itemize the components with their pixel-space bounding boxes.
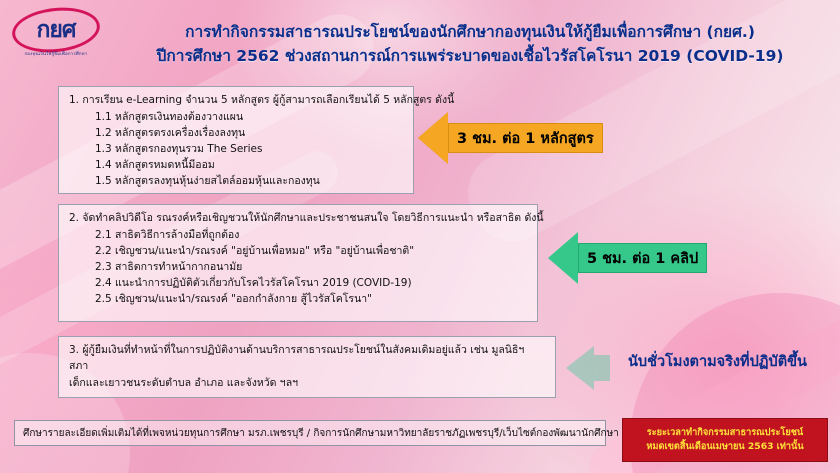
section-3-item-1: เด็กและเยาวชนระดับตำบล อำเภอ และจังหวัด ฯลฯ — [69, 376, 299, 389]
arrow-body-3 — [594, 355, 610, 381]
section-1-heading: 1. การเรียน e-Learning จำนวน 5 หลักสูตร ผู้กู้สามารถเลือกเรียนได้ 5 หลักสูตร ดังนี้ — [69, 94, 455, 106]
section-2-item-4: 2.4 แนะนำการปฏิบัติตัวเกี่ยวกับโรคไวรัสโคโรนา 2019 (COVID-19) — [95, 276, 412, 289]
arrow-head-icon — [418, 112, 448, 164]
section-2-item-3: 2.3 สาธิตการทำหน้ากากอนามัย — [95, 260, 243, 273]
badge-arrow-hours-per-course — [418, 112, 603, 164]
section-1-item-3: 1.3 หลักสูตรกองทุนรวม The Series — [95, 142, 263, 155]
deadline-badge — [622, 418, 828, 462]
section-1-item-2: 1.2 หลักสูตรตรงเครื่องเรื่องลงทุน — [95, 126, 246, 139]
section-box-volunteer-work — [58, 336, 556, 398]
logo-word: กยศ — [36, 15, 76, 43]
title-line-2: ปีการศึกษา 2562 ช่วงสถานการณ์การแพร่ระบาดของเชื้อไวรัสโคโรนา 2019 (COVID-19) — [156, 46, 784, 65]
organization-logo — [8, 6, 104, 68]
logo-badge — [10, 8, 102, 66]
section-box-e-learning — [58, 86, 455, 194]
badge-label-1: 3 ชม. ต่อ 1 หลักสูตร — [448, 123, 603, 153]
deadline-line-2: หมดเขตสิ้นเดือนเมษายน 2563 เท่านั้น — [646, 441, 804, 452]
badge-label-3: นับชั่วโมงตามจริงที่ปฏิบัติขึ้น — [628, 354, 807, 370]
section-1-item-4: 1.4 หลักสูตรหมดหนี้มีออม — [95, 158, 215, 171]
badge-arrow-hours-per-clip — [548, 232, 707, 284]
badge-arrow-actual-hours — [566, 346, 610, 390]
logo-subtitle: กองทุนเงินให้กู้ยืมเพื่อการศึกษา — [24, 51, 88, 57]
section-3-heading: 3. ผู้กู้ยืมเงินที่ทำหน้าที่ในการปฏิบัติงานด้านบริการสาธารณประโยชน์ในสังคมเดิมอยู่แล้ว เช่น มูลนิธิฯ สภา — [69, 344, 525, 372]
arrow-head-icon — [548, 232, 578, 284]
arrow-head-icon — [566, 346, 594, 390]
page-title — [108, 22, 832, 67]
section-1-item-5: 1.5 หลักสูตรลงทุนหุ้นง่ายสไตล์ออมหุ้นและกองทุน — [95, 174, 320, 187]
section-2-item-1: 2.1 สาธิตวิธีการล้างมือที่ถูกต้อง — [95, 228, 240, 241]
section-box-clip-video — [58, 204, 544, 322]
section-2-item-5: 2.5 เชิญชวน/แนะนำ/รณรงค์ "ออกกำลังกาย สู้ไวรัสโคโรนา" — [95, 292, 372, 305]
deadline-line-1: ระยะเวลาทำกิจกรรมสาธารณประโยชน์ — [646, 427, 804, 439]
section-2-heading: 2. จัดทำคลิปวิดีโอ รณรงค์หรือเชิญชวนให้นักศึกษาและประชาชนสนใจ โดยวิธีการแนะนำ หรือสาธิต ดังนี้ — [69, 212, 544, 224]
badge-label-2: 5 ชม. ต่อ 1 คลิป — [578, 243, 707, 273]
section-1-item-1: 1.1 หลักสูตรเงินทองต้องวางแผน — [95, 110, 244, 123]
footer-note: ศึกษารายละเอียดเพิ่มเติมได้ที่เพจหน่วยทุนการศึกษา มรภ.เพชรบุรี / กิจการนักศึกษามหาวิทยาลัยราชภัฏเพชรบุรี/เว็บไซต์กองพัฒนานักศึกษา — [14, 420, 606, 446]
section-2-item-2: 2.2 เชิญชวน/แนะนำ/รณรงค์ "อยู่บ้านเพื่อหมอ" หรือ "อยู่บ้านเพื่อชาติ" — [95, 244, 415, 257]
title-line-1: การทำกิจกรรมสาธารณประโยชน์ของนักศึกษากองทุนเงินให้กู้ยืมเพื่อการศึกษา (กยศ.) — [185, 23, 755, 41]
